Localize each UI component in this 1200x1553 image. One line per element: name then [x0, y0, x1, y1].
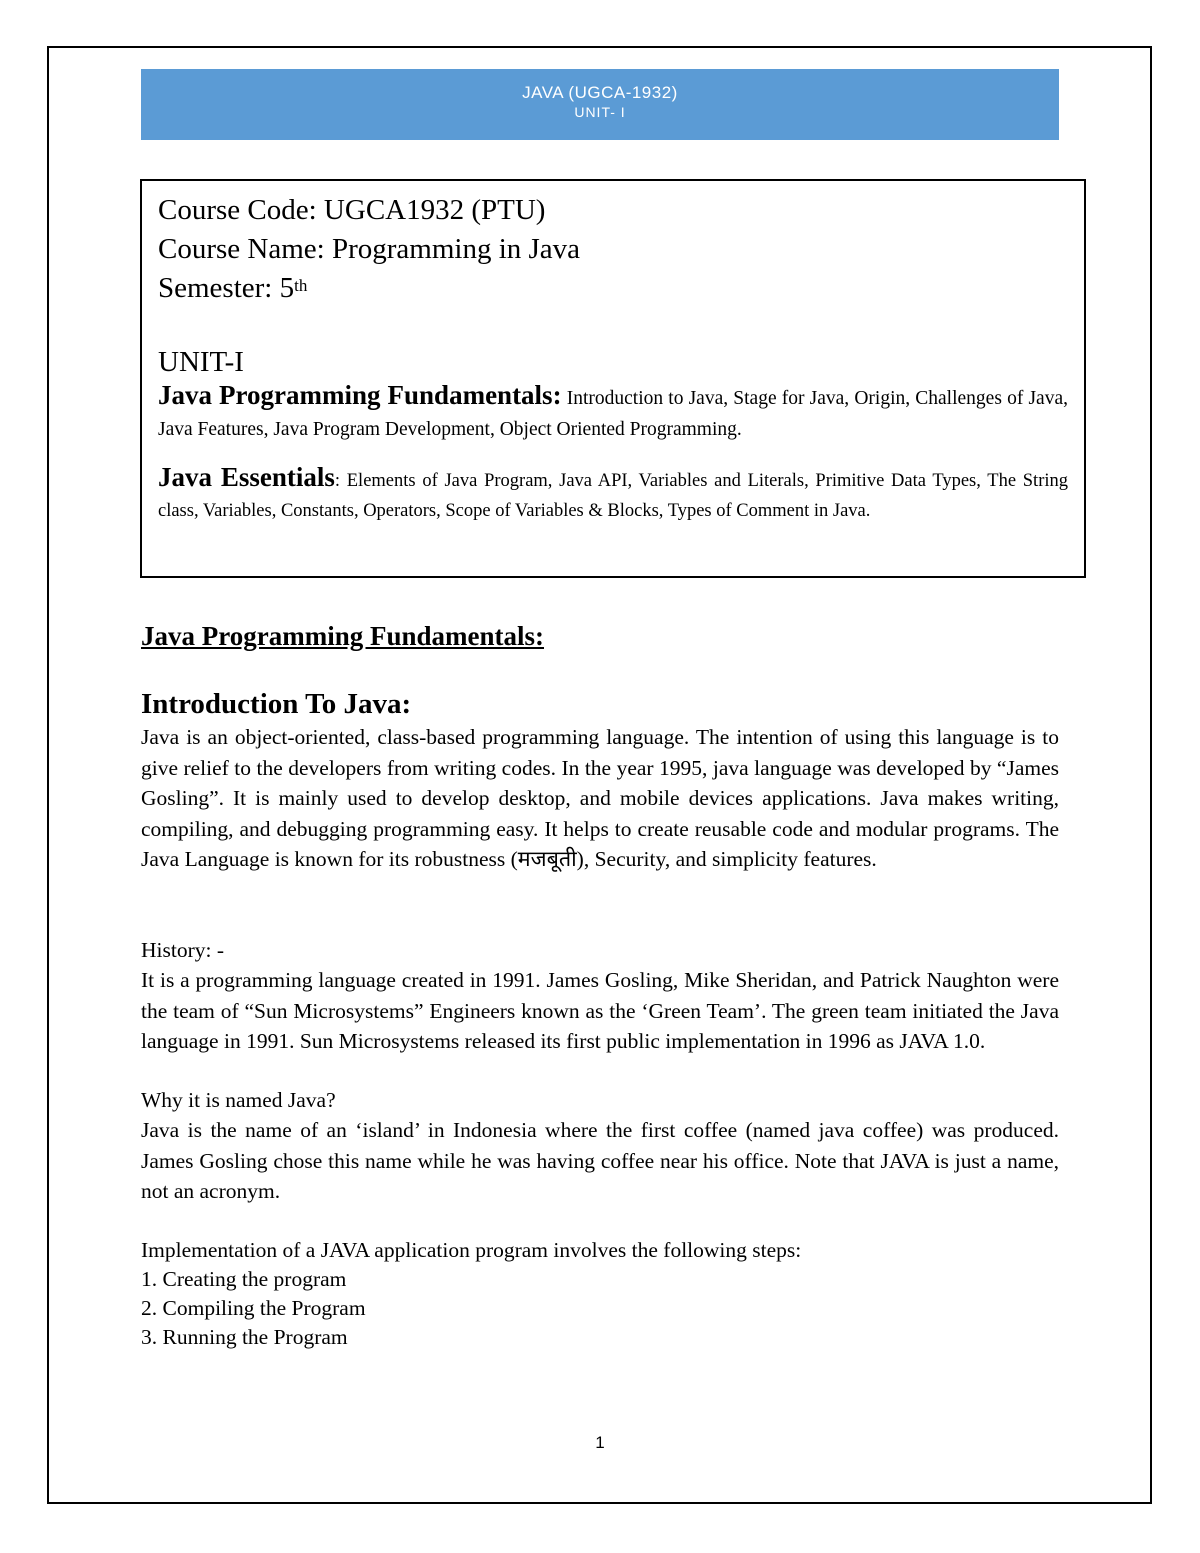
- page-number: 1: [595, 1433, 605, 1452]
- fundamentals-label: Java Programming Fundamentals:: [158, 380, 562, 410]
- unit-title: UNIT-I: [158, 346, 244, 378]
- why-paragraph: Java is the name of an ‘island’ in Indonesia where the first coffee (named java coffee) was produced. James Gosling chose this name while he was having coffee near his office. Note that JAVA is just a name, not an acronym.: [141, 1118, 1059, 1203]
- step-item: 1. Creating the program: [141, 1267, 347, 1291]
- semester: [158, 269, 1068, 308]
- why-label: Why it is named Java?: [141, 1087, 336, 1112]
- semester-suffix: th: [294, 276, 308, 295]
- semester-label: Semester: 5: [158, 272, 295, 304]
- main-content: [141, 618, 1059, 1352]
- implementation-intro: Implementation of a JAVA application program involves the following steps:: [141, 1237, 802, 1262]
- fundamentals-syllabus: [158, 380, 1068, 445]
- intro-heading: Introduction To Java:: [141, 688, 412, 720]
- spacer: [141, 875, 1059, 935]
- spacer: [141, 1057, 1059, 1085]
- history-paragraph: It is a programming language created in 1991. James Gosling, Mike Sheridan, and Patrick Naughton were the team of “Sun Microsystems” Engineers known as the ‘Green Team’. The green team initiated the Java language in 1991. Sun Microsystems released its first public implementation in 1996 as JAVA 1.0.: [141, 968, 1059, 1053]
- header-unit: UNIT- I: [574, 104, 626, 120]
- essentials-label: Java Essentials: [158, 462, 335, 492]
- course-info-box: [140, 179, 1086, 578]
- history-label: History: -: [141, 937, 225, 962]
- step-item: 2. Compiling the Program: [141, 1296, 366, 1320]
- essentials-syllabus: [158, 463, 1068, 526]
- fundamentals-text: Introduction to Java, Stage for Java, Origin, Challenges of Java, Java Features, Java Program Development, Object Oriented Programming.: [158, 388, 1068, 440]
- essentials-text: : Elements of Java Program, Java API, Variables and Literals, Primitive Data Types, The String class, Variables, Constants, Operators, Scope of Variables & Blocks, Types of Comment in Java.: [158, 471, 1069, 521]
- step-item: 3. Running the Program: [141, 1325, 348, 1349]
- spacer: [141, 1207, 1059, 1235]
- section-heading: Java Programming Fundamentals:: [141, 621, 544, 651]
- course-code: Course Code: UGCA1932 (PTU): [158, 194, 546, 226]
- header-course-title: JAVA (UGCA-1932): [522, 83, 678, 102]
- intro-paragraph: Java is an object-oriented, class-based programming language. The intention of using this language is to give relief to the developers from writing codes. In the year 1995, java language was developed by “James Gosling”. It is mainly used to develop desktop, and mobile devices applications. Java makes writing, compiling, and debugging programming easy. It helps to create reusable code and modular programs. The Java Language is known for its robustness (मजबूती), Security, and simplicity features.: [141, 725, 1059, 871]
- course-name: Course Name: Programming in Java: [158, 233, 581, 265]
- document-header: [141, 69, 1059, 140]
